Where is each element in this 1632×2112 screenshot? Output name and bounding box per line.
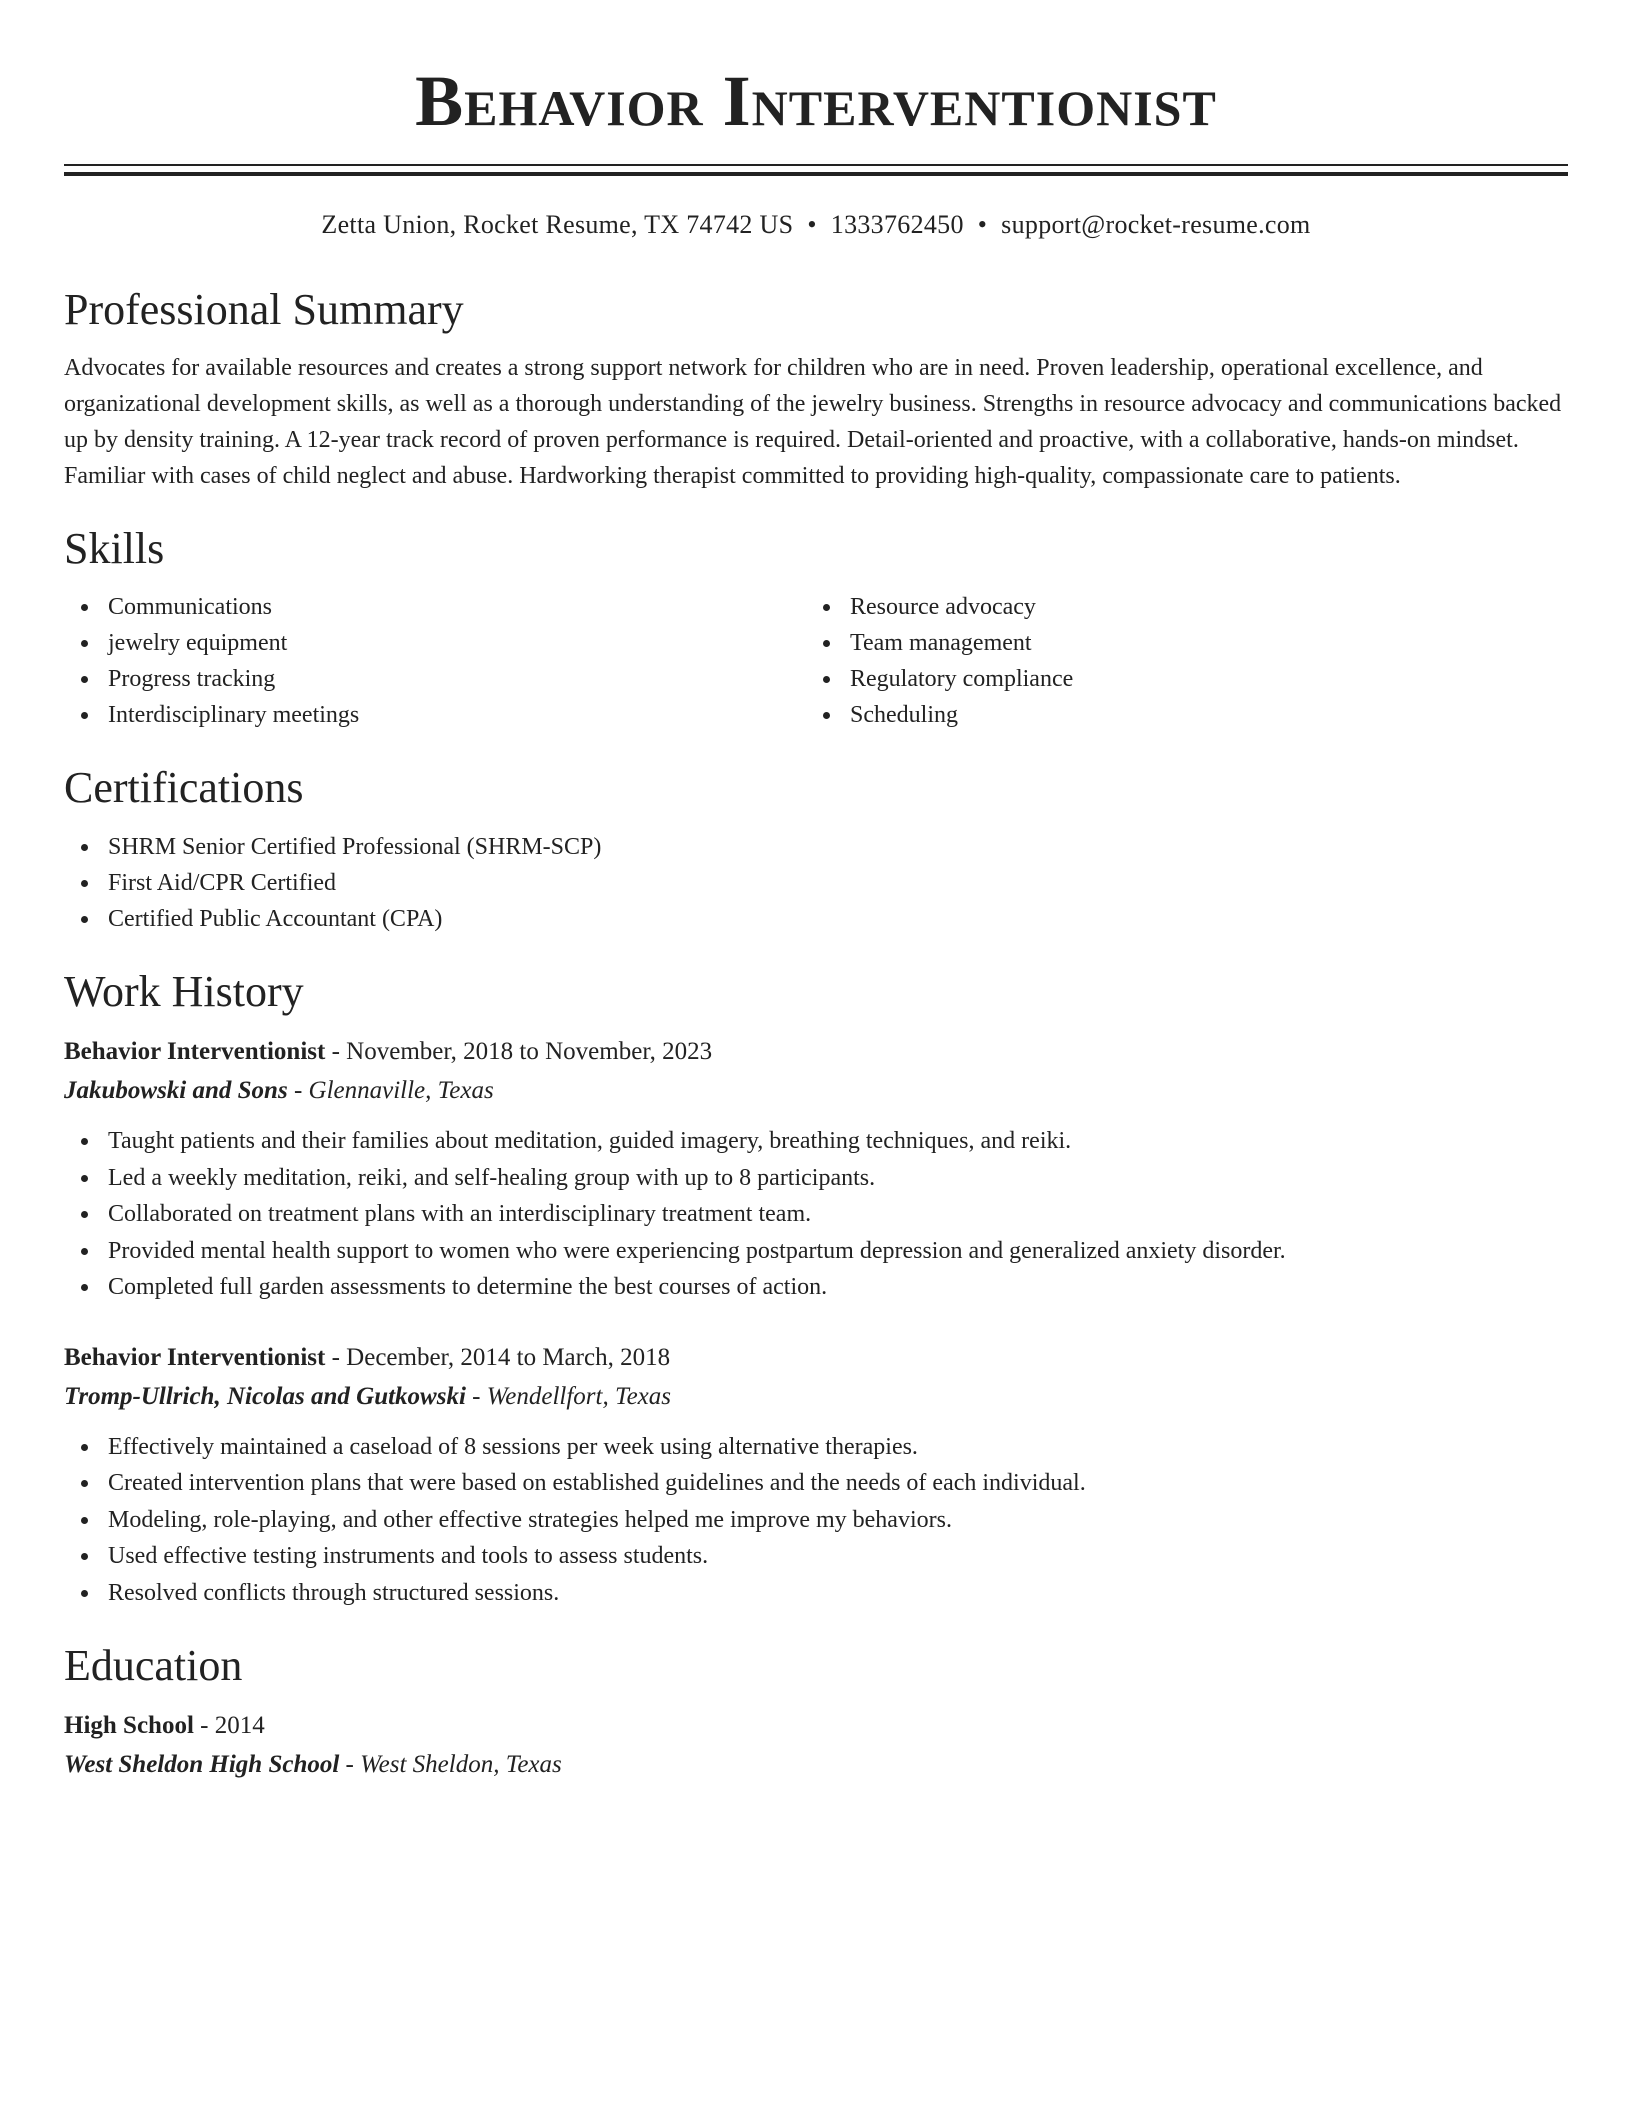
- certification-item: SHRM Senior Certified Professional (SHRM-SCP): [64, 829, 1568, 865]
- skills-grid: [64, 589, 1568, 733]
- job-company-line: [64, 1071, 1568, 1111]
- job-company-line: [64, 1377, 1568, 1417]
- certification-item: First Aid/CPR Certified: [64, 865, 1568, 901]
- resume-page: [64, 0, 1568, 1785]
- education-location: - West Sheldon, Texas: [339, 1751, 562, 1778]
- contact-email: support@rocket-resume.com: [1001, 210, 1311, 239]
- work-history-heading: Work History: [64, 967, 304, 1016]
- job-bullet: Led a weekly meditation, reiki, and self-healing group with up to 8 participants.: [64, 1160, 1568, 1197]
- job-title-line: [64, 1033, 1568, 1071]
- job-dates: - November, 2018 to November, 2023: [325, 1038, 713, 1065]
- job-bullet: Used effective testing instruments and tools to assess students.: [64, 1538, 1568, 1575]
- job-company: Tromp-Ullrich, Nicolas and Gutkowski: [64, 1382, 466, 1410]
- skill-item: jewelry equipment: [64, 625, 806, 661]
- job-bullet: Collaborated on treatment plans with an interdisciplinary treatment team.: [64, 1196, 1568, 1233]
- job-entry: [64, 1033, 1568, 1306]
- education-school-line: [64, 1745, 1568, 1785]
- job-location: - Glennaville, Texas: [287, 1077, 494, 1104]
- contact-address: Zetta Union, Rocket Resume, TX 74742 US: [321, 210, 794, 239]
- job-bullet: Provided mental health support to women who were experiencing postpartum depression and generalized anxiety disorder.: [64, 1233, 1568, 1270]
- contact-separator: •: [807, 210, 817, 239]
- skill-item: Scheduling: [806, 697, 1548, 733]
- job-bullet: Completed full garden assessments to determine the best courses of action.: [64, 1269, 1568, 1306]
- job-title: Behavior Interventionist: [64, 1038, 326, 1065]
- education-year: - 2014: [193, 1712, 265, 1739]
- certifications-list: [64, 829, 1568, 937]
- title-divider-thin: [64, 164, 1568, 166]
- job-company: Jakubowski and Sons: [64, 1077, 288, 1104]
- certifications-heading: Certifications: [64, 763, 304, 812]
- education-school: West Sheldon High School: [64, 1751, 340, 1778]
- skill-item: Team management: [806, 625, 1548, 661]
- contact-phone: 1333762450: [830, 210, 964, 239]
- skills-column-left: [64, 589, 806, 733]
- job-bullet: Taught patients and their families about meditation, guided imagery, breathing techniques, and reiki.: [64, 1123, 1568, 1160]
- title-divider-thick: [64, 172, 1568, 176]
- job-bullet: Effectively maintained a caseload of 8 sessions per week using alternative therapies.: [64, 1429, 1568, 1466]
- job-dates: - December, 2014 to March, 2018: [325, 1343, 671, 1371]
- skill-item: Resource advocacy: [806, 589, 1548, 625]
- contact-separator: •: [977, 210, 988, 239]
- certification-item: Certified Public Accountant (CPA): [64, 901, 1568, 937]
- contact-line: [64, 207, 1568, 243]
- job-location: - Wendellfort, Texas: [465, 1382, 671, 1410]
- job-title-line: [64, 1339, 1568, 1377]
- education-entry: [64, 1707, 1568, 1785]
- education-degree: High School: [64, 1712, 194, 1739]
- job-bullet: Modeling, role-playing, and other effective strategies helped me improve my behaviors.: [64, 1502, 1568, 1539]
- education-heading: Education: [64, 1641, 243, 1690]
- summary-heading: Professional Summary: [64, 285, 464, 334]
- summary-text: Advocates for available resources and creates a strong support network for children who are in need. Proven leadership, operational excellence, and organizational development skills, as well as a thorough understanding of the jewelry business. Strengths in resource advocacy and communications backed up by density training. A 12-year track record of proven performance is required. Detail-oriented and proactive, with a collaborative, hands-on mindset. Familiar with cases of child neglect and abuse. Hardworking therapist committed to providing high-quality, compassionate care to patients.: [64, 355, 1562, 489]
- job-entry: [64, 1339, 1568, 1612]
- skills-heading: Skills: [64, 524, 165, 573]
- skill-item: Regulatory compliance: [806, 661, 1548, 697]
- resume-title: Behavior Interventionist: [415, 61, 1217, 141]
- job-bullet: Resolved conflicts through structured sessions.: [64, 1575, 1568, 1612]
- skill-item: Interdisciplinary meetings: [64, 697, 806, 733]
- skill-item: Communications: [64, 589, 806, 625]
- skills-column-right: [806, 589, 1548, 733]
- job-bullet: Created intervention plans that were based on established guidelines and the needs of each individual.: [64, 1465, 1568, 1502]
- job-bullets: [64, 1429, 1568, 1612]
- education-degree-line: [64, 1707, 1568, 1745]
- job-title: Behavior Interventionist: [64, 1343, 326, 1371]
- job-bullets: [64, 1123, 1568, 1306]
- skill-item: Progress tracking: [64, 661, 806, 697]
